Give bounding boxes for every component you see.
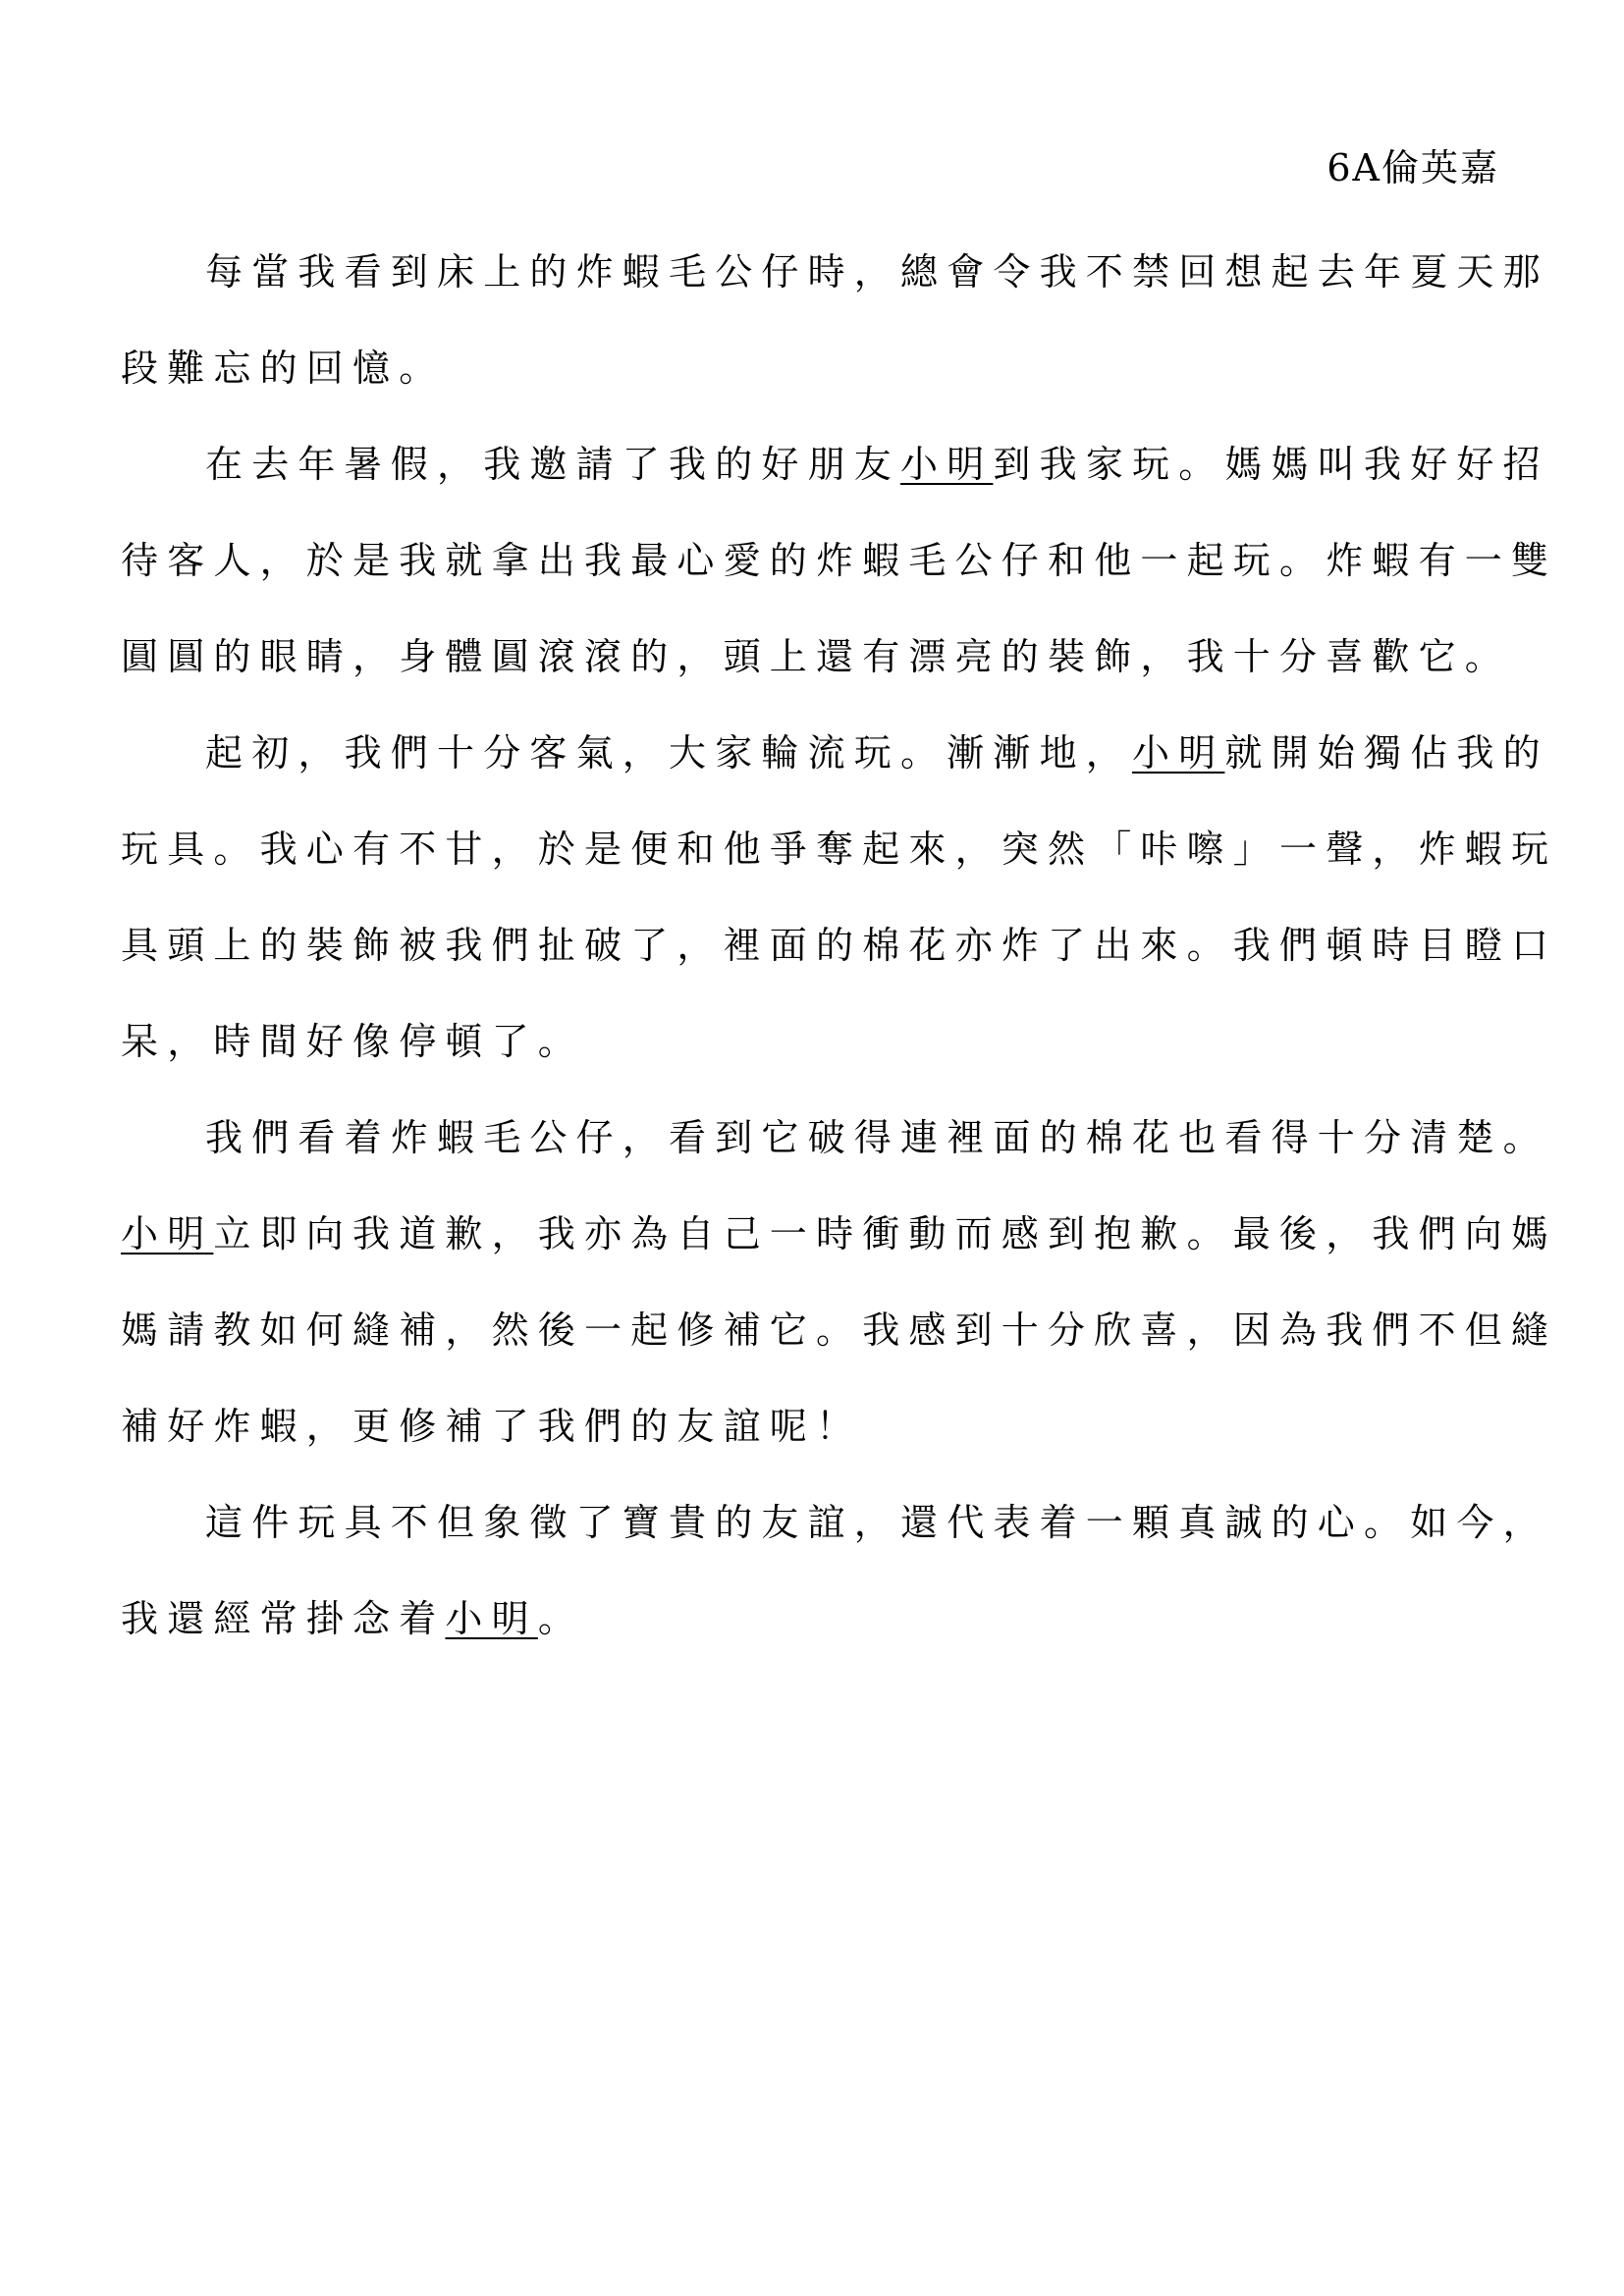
essay-body (121, 224, 1558, 1667)
text-line (121, 416, 1549, 512)
text-line (121, 512, 1558, 609)
text-line (121, 1378, 1490, 1474)
text-line (121, 609, 1512, 705)
paragraph-2 (121, 416, 1558, 705)
text-segment: 補好炸蝦，更修補了我們的友誼呢！ (121, 1405, 863, 1448)
text-segment: 立即向我道歉，我亦為自己一時衝動而感到抱歉。最後，我們向媽 (213, 1212, 1558, 1255)
text-segment: 媽請教如何縫補，然後一起修補它。我感到十分欣喜，因為我們不但縫 (121, 1308, 1558, 1352)
text-line (121, 1571, 1490, 1667)
text-segment: 。 (537, 1597, 585, 1640)
text-segment: 段難忘的回憶。 (121, 347, 446, 390)
text-segment: 在去年暑假，我邀請了我的好朋友 (205, 443, 901, 486)
text-line (121, 1474, 1549, 1571)
text-line (121, 1090, 1549, 1186)
underlined-name: 小明 (900, 443, 994, 486)
text-segment: 到我家玩。媽媽叫我好好招 (993, 443, 1549, 486)
text-segment: 圓圓的眼睛，身體圓滾滾的，頭上還有漂亮的裝飾，我十分喜歡它。 (121, 635, 1512, 678)
underlined-name: 小明 (1132, 731, 1225, 774)
paragraph-4 (121, 1090, 1558, 1474)
text-segment: 每當我看到床上的炸蝦毛公仔時，總會令我不禁回想起去年夏天那 (205, 250, 1549, 294)
text-line (121, 705, 1549, 801)
text-line (121, 993, 1490, 1090)
text-segment: 呆，時間好像停頓了。 (121, 1020, 585, 1063)
paragraph-1 (121, 224, 1549, 416)
text-segment: 玩具。我心有不甘，於是便和他爭奪起來，突然「咔嚓」一聲，炸蝦玩 (121, 828, 1558, 871)
text-segment: 我還經常掛念着 (121, 1597, 446, 1640)
text-segment: 我們看着炸蝦毛公仔，看到它破得連裡面的棉花也看得十分清楚。 (205, 1116, 1549, 1159)
text-line (121, 1282, 1558, 1378)
underlined-name: 小明 (121, 1212, 214, 1255)
text-line (121, 224, 1549, 320)
text-segment: 具頭上的裝飾被我們扯破了，裡面的棉花亦炸了出來。我們頓時目瞪口 (121, 924, 1558, 967)
text-segment: 起初，我們十分客氣，大家輪流玩。漸漸地， (205, 731, 1133, 774)
text-line (121, 897, 1558, 993)
paragraph-5 (121, 1474, 1549, 1667)
text-line (121, 1186, 1558, 1282)
text-segment: 就開始獨佔我的 (1224, 731, 1549, 774)
text-segment: 這件玩具不但象徵了寶貴的友誼，還代表着一顆真誠的心。如今， (205, 1501, 1549, 1544)
author-name: 6A倫英嘉 (1326, 146, 1499, 189)
underlined-name: 小明 (445, 1597, 538, 1640)
text-line (121, 320, 1490, 416)
paragraph-3 (121, 705, 1558, 1090)
text-segment: 待客人，於是我就拿出我最心愛的炸蝦毛公仔和他一起玩。炸蝦有一雙 (121, 539, 1558, 582)
text-line (121, 801, 1558, 897)
